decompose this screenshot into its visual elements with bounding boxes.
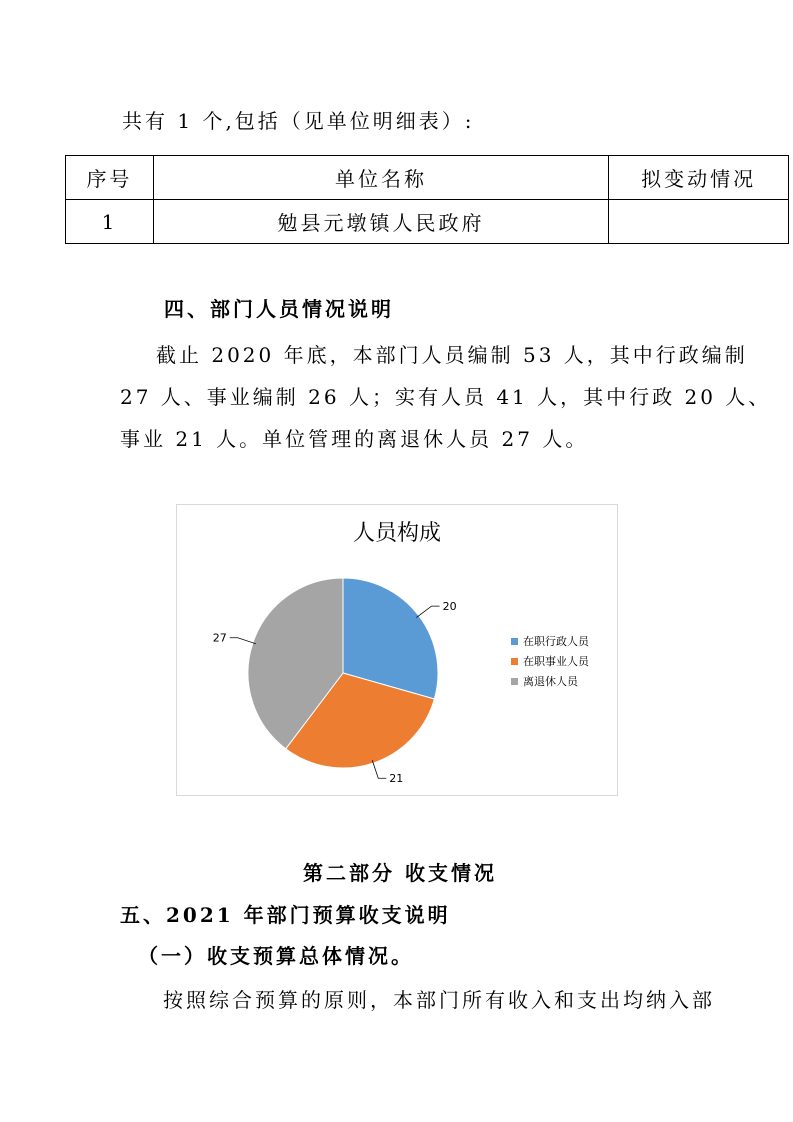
legend-label: 离退休人员 [523, 675, 578, 688]
table-row [66, 200, 789, 244]
part-heading: 第二部分 收支情况 [303, 861, 497, 885]
table-cell: 勉县元墩镇人民政府 [153, 200, 608, 244]
data-label: 27 [212, 631, 227, 645]
data-label: 20 [442, 600, 457, 614]
pie-chart [176, 504, 618, 796]
paragraph-line: 事业 21 人。单位管理的离退休人员 27 人。 [120, 427, 589, 451]
table-header-cell: 单位名称 [153, 156, 608, 200]
legend-swatch [511, 638, 518, 645]
unit-table [65, 155, 789, 244]
data-label: 21 [389, 772, 404, 786]
table-header-row [66, 156, 789, 200]
legend-label: 在职行政人员 [523, 635, 589, 648]
leader-line [230, 638, 256, 644]
legend-swatch [511, 678, 518, 685]
section-heading: 五、2021 年部门预算收支说明 [120, 903, 451, 927]
chart-title: 人员构成 [352, 521, 442, 546]
pie-chart-svg [177, 505, 617, 795]
table-header-cell: 拟变动情况 [609, 156, 789, 200]
legend-label: 在职事业人员 [523, 655, 589, 668]
subsection-heading: （一）收支预算总体情况。 [138, 944, 414, 968]
section-heading: 四、部门人员情况说明 [164, 297, 394, 321]
table-header-cell: 序号 [66, 156, 154, 200]
table-cell: 1 [66, 200, 154, 244]
paragraph-line: 27 人、事业编制 26 人；实有人员 41 人，其中行政 20 人、 [120, 385, 772, 409]
legend-swatch [511, 658, 518, 665]
table-cell [609, 200, 789, 244]
intro-line: 共有 1 个,包括（见单位明细表）: [122, 109, 475, 133]
paragraph-line: 按照综合预算的原则，本部门所有收入和支出均纳入部 [163, 988, 715, 1012]
paragraph-line: 截止 2020 年底，本部门人员编制 53 人，其中行政编制 [156, 343, 748, 367]
leader-line [416, 606, 439, 617]
